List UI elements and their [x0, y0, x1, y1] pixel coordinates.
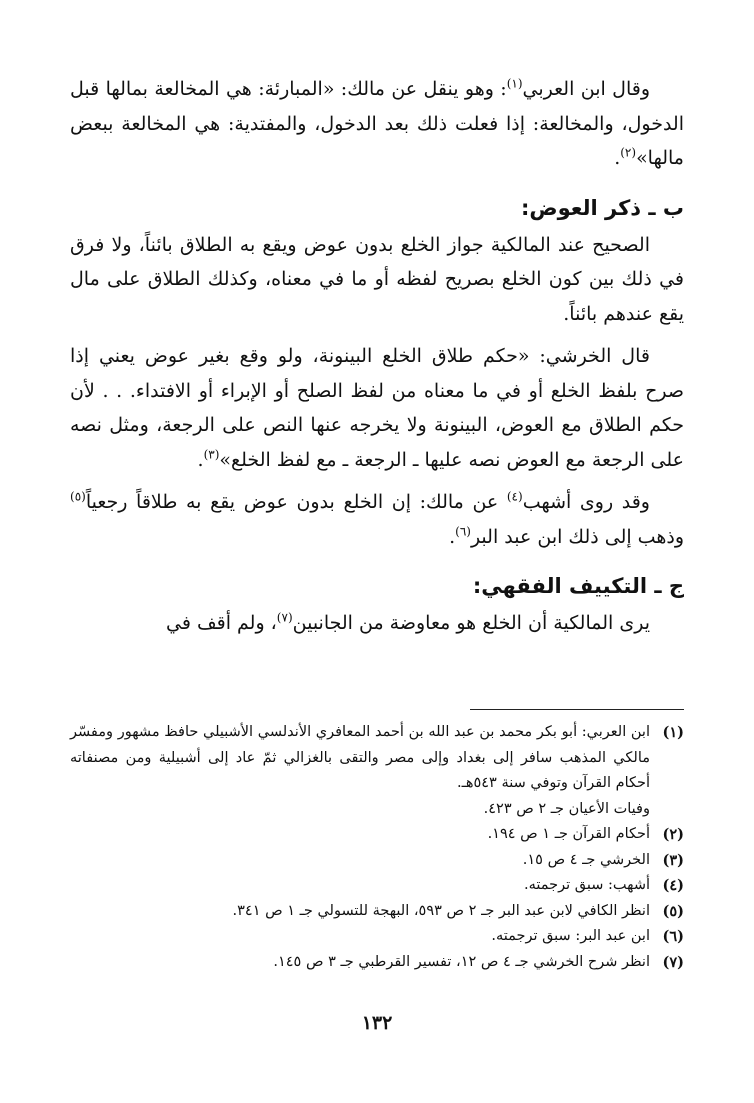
paragraph-ashhab [70, 485, 684, 554]
text-run: . [197, 448, 204, 471]
footnote-ref[interactable]: (٢) [620, 145, 637, 160]
footnote-5 [70, 899, 684, 925]
footnote-text: انظر شرح الخرشي جـ ٤ ص ١٢، تفسير القرطبي جـ ٣ ص ١٤٥. [273, 953, 650, 970]
page-number: ١٣٢ [361, 1012, 393, 1034]
paragraph-kharshi-quote [70, 339, 684, 477]
footnote-2 [70, 822, 684, 848]
text-run: عن مالك: إن الخلع بدون عوض يقع به طلاقاً رجعياً [85, 491, 507, 513]
text-run: ، ولم أقف في [165, 612, 277, 634]
main-text [70, 72, 684, 649]
footnote-3 [70, 848, 684, 874]
footnote-6 [70, 924, 684, 950]
text-run: : وهو ينقل عن مالك: «المبارئة: هي المخالعة بمالها قبل الدخول، والمخالعة: إذا فعلت ذلك بعد الدخول، والمفتدية: هي المخالعة ببعض مالها» [70, 78, 684, 169]
footnote-number: (٢) [662, 826, 684, 843]
footnote-ref[interactable]: (٣) [203, 447, 220, 462]
text-run: وقال ابن العربي [522, 78, 650, 100]
text-run: . [449, 525, 456, 548]
footnote-number: (٤) [662, 877, 684, 894]
text-run: قال الخرشي: «حكم طلاق الخلع البينونة، ولو وقع بغير عوض يعني إذا صرح بلفظ الخلع أو في ما معناه من لفظ الصلح أو الإبراء أو الافتداء. . . لأن حكم الطلاق مع العوض، البينونة ولا يخرجه عنها النص على الرجعة، ومثل نصه على الرجعة مع العوض نصه عليها ـ الرجعة ـ مع لفظ الخلع» [70, 345, 684, 471]
footnote-text: انظر الكافي لابن عبد البر جـ ٢ ص ٥٩٣، البهجة للتسولي جـ ١ ص ٣٤١. [232, 902, 650, 919]
footnote-number: (١) [662, 724, 684, 741]
footnote-text: ابن العربي: أبو بكر محمد بن عبد الله بن أحمد المعافري الأندلسي الأشبيلي حافظ مشهور ومفسّر مالكي المذهب سافر إلى بغداد وإلى مصر والتقى بالغزالي ثمّ عاد إلى أشبيلية ومن مصنفاته أحكام القرآن وتوفي سنة ٥٤٣هـ. [70, 724, 650, 791]
footnote-text: ابن عبد البر: سبق ترجمته. [491, 928, 650, 944]
footnote-ref[interactable]: (٧) [276, 610, 293, 625]
footnote-1 [70, 720, 684, 797]
footnote-ref[interactable]: (١) [506, 76, 523, 91]
footnote-text: أشهب: سبق ترجمته. [524, 877, 650, 893]
footnote-4 [70, 873, 684, 899]
section-heading-compensation: ب ـ ذكر العوض: [520, 195, 684, 220]
text-run: يرى المالكية أن الخلع هو معاوضة من الجانبين [292, 612, 650, 634]
text-run: . [614, 147, 621, 169]
footnotes [70, 720, 684, 975]
paragraph-malikiyya-view [70, 606, 684, 641]
paragraph-ibn-arabi-quote [70, 72, 684, 176]
section-heading-fiqh-classification: ج ـ التكييف الفقهي: [472, 574, 684, 598]
footnote-7 [70, 950, 684, 976]
text-run: وقد روى أشهب [522, 491, 650, 513]
footnote-number: (٥) [662, 902, 684, 920]
footnote-text: أحكام القرآن جـ ١ ص ١٩٤. [487, 826, 650, 842]
footnote-number: (٣) [662, 851, 684, 869]
footnote-number: (٧) [662, 953, 684, 971]
footnote-text: الخرشي جـ ٤ ص ١٥. [522, 851, 650, 868]
footnote-ref[interactable]: (٤) [506, 489, 523, 504]
footnote-ref[interactable]: (٦) [455, 524, 471, 539]
footnote-1-continuation: وفيات الأعيان جـ ٢ ص ٤٢٣. [483, 800, 650, 817]
footnote-separator [470, 709, 684, 710]
footnote-ref[interactable]: (٥) [70, 489, 86, 504]
paragraph-correct-view: الصحيح عند المالكية جواز الخلع بدون عوض ويقع به الطلاق بائناً، ولا فرق في ذلك بين كون الخلع بصريح لفظه أو ما في معناه، وكذلك الطلاق على مال يقع عندهم بائناً. [70, 233, 684, 325]
footnote-number: (٦) [662, 928, 684, 945]
text-run: وذهب إلى ذلك ابن عبد البر [470, 525, 684, 548]
